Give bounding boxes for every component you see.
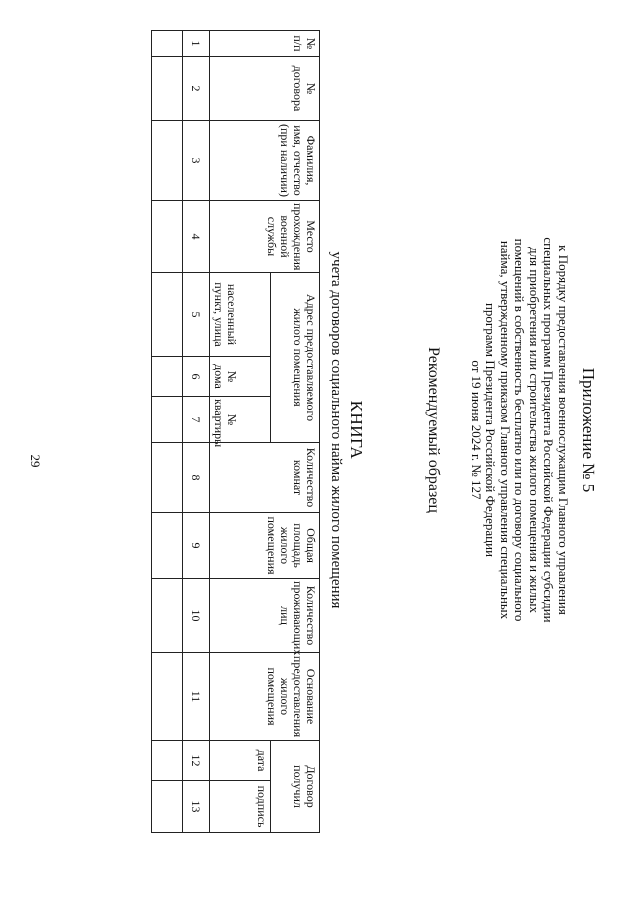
table-cell: [152, 653, 183, 741]
preamble-line: к Порядку предоставления военнослужащим Главного управления: [556, 245, 571, 615]
table-cell: [152, 57, 183, 121]
header-date: дата: [210, 741, 271, 781]
header-num: № п/п: [210, 31, 320, 57]
book-subtitle: учета договоров социального найма жилого помещения: [328, 251, 344, 609]
header-locality: населенный пункт, улица: [210, 273, 271, 357]
table-cell: [152, 121, 183, 201]
column-number: 8: [183, 443, 210, 513]
column-number: 3: [183, 121, 210, 201]
rotated-page-content: [0, 20, 598, 840]
header-address: Адрес предоставляемого жилого помещения: [271, 273, 320, 443]
column-number: 9: [183, 513, 210, 579]
column-number: 11: [183, 653, 210, 741]
header-signature: подпись: [210, 781, 271, 833]
preamble-line: специальных программ Президента Российской Федерации субсидии: [541, 237, 557, 623]
preamble-line: для приобретения или строительства жилого помещения и жилых: [527, 247, 542, 613]
header-rooms: Количество комнат: [210, 443, 320, 513]
column-number: 4: [183, 201, 210, 273]
table-cell: [152, 357, 183, 397]
table-cell: [152, 513, 183, 579]
column-number: 6: [183, 357, 210, 397]
table-cell: [152, 443, 183, 513]
book-title: КНИГА: [347, 400, 366, 460]
appendix-title: Приложение № 5: [579, 367, 598, 493]
preamble-line: помещений в собственность бесплатно или по договору социального: [512, 238, 528, 622]
table-cell: [152, 31, 183, 57]
header-contract-num: № договора: [210, 57, 320, 121]
header-basis: Основание предоставления жилого помещения: [210, 653, 320, 741]
column-number: 7: [183, 397, 210, 443]
table-cell: [152, 579, 183, 653]
column-number: 13: [183, 781, 210, 833]
header-service-place: Место прохождения военной службы: [210, 201, 320, 273]
page-number: 29: [28, 454, 43, 468]
preamble-line: найма, утвержденному приказом Главного управления специальных: [498, 240, 513, 620]
header-apartment: № квартиры: [210, 397, 271, 443]
header-residents: Количество проживающих лиц: [210, 579, 320, 653]
header-received: Договор получил: [271, 741, 320, 833]
contracts-ledger-table: [151, 30, 320, 833]
header-area: Общая площадь жилого помещения: [210, 513, 320, 579]
column-number: 2: [183, 57, 210, 121]
table-cell: [152, 781, 183, 833]
preamble: [469, 20, 571, 840]
header-full-name: Фамилия, имя, отчество (при наличии): [210, 121, 320, 201]
table-cell: [152, 201, 183, 273]
recommended-sample-label: Рекомендуемый образец: [425, 347, 442, 513]
table-cell: [152, 273, 183, 357]
preamble-line: программ Президента Российской Федерации: [483, 302, 499, 558]
header-house: № дома: [210, 357, 271, 397]
table-cell: [152, 397, 183, 443]
column-number: 5: [183, 273, 210, 357]
preamble-line: от 19 июня 2024 г. № 127: [469, 360, 484, 500]
column-number: 10: [183, 579, 210, 653]
table-cell: [152, 741, 183, 781]
column-number: 1: [183, 31, 210, 57]
column-number: 12: [183, 741, 210, 781]
